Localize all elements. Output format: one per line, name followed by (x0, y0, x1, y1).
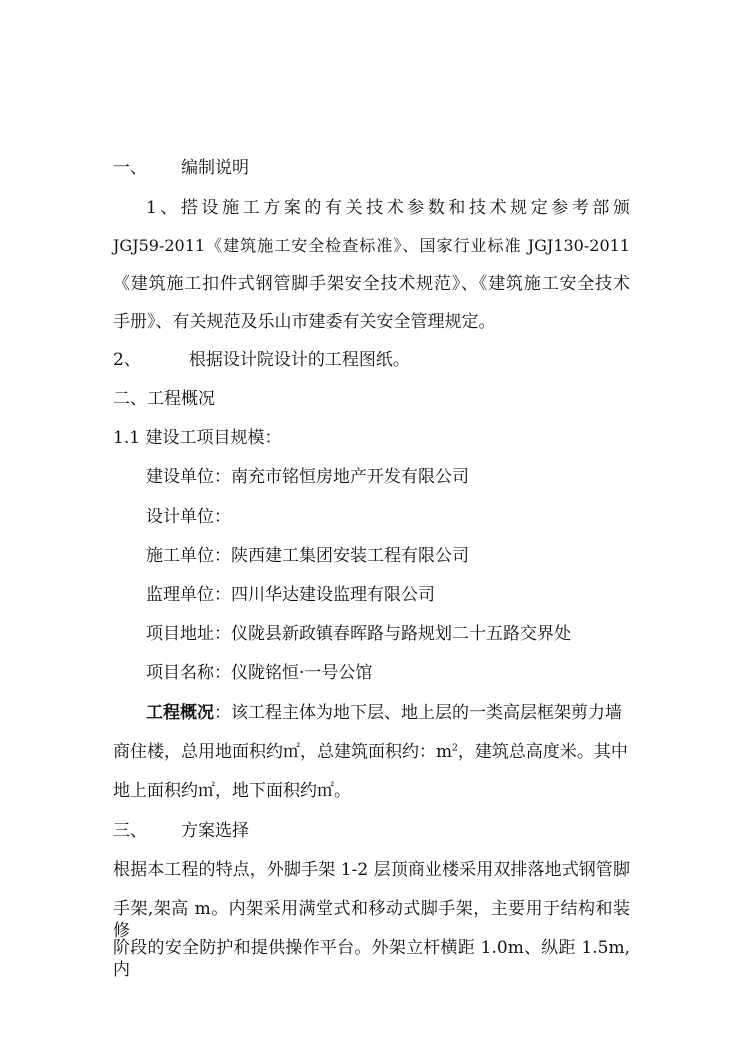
subsection-heading: 1.1 建设工项目规模： (113, 428, 282, 448)
field-label: 项目地址： (146, 624, 231, 644)
field-value: 陕西建工集团安装工程有限公司 (231, 546, 469, 566)
overview-text: 商住楼，总用地面积约㎡，总建筑面积约：m (113, 742, 453, 762)
paragraph-line: 根据本工程的特点，外脚手架 1-2 层顶商业楼采用双排落地式钢管脚 (113, 860, 630, 880)
section-title: 方案选择 (181, 821, 249, 841)
field-value: 仪陇铭恒·一号公馆 (231, 663, 373, 683)
section-number: 一、 (113, 158, 147, 178)
field-label: 设计单位： (146, 507, 231, 527)
overview-text: 地上面积约㎡，地下面积约㎡ (113, 781, 334, 801)
field-row (146, 623, 571, 645)
section-title: 编制说明 (181, 158, 249, 178)
paragraph-line: 1、搭设施工方案的有关技术参数和技术规定参考部颁 (146, 198, 630, 218)
field-row (146, 662, 372, 684)
paragraph-line: 阶段的安全防护和提供操作平台。外架立杆横距 1.0m、纵距 1.5m,内 (113, 938, 630, 980)
field-row (146, 584, 435, 606)
overview-text: 。 (334, 781, 351, 801)
item-text: 根据设计院设计的工程图纸。 (188, 350, 410, 370)
field-row (146, 506, 231, 528)
section-heading (113, 157, 249, 179)
field-label: 建设单位： (146, 467, 231, 487)
field-label: 施工单位： (146, 546, 231, 566)
paragraph-line: 《建筑施工扣件式钢管脚手架安全技术规范》、《建筑施工安全技术 (113, 274, 630, 294)
superscript: 2 (452, 743, 458, 754)
list-item (113, 349, 410, 371)
section-heading (113, 820, 249, 842)
section-heading: 二、工程概况 (113, 389, 215, 409)
field-value: 四川华达建设监理有限公司 (231, 585, 435, 605)
overview-line (113, 780, 351, 802)
paragraph-line: 手册》、有关规范及乐山市建委有关安全管理规定。 (113, 312, 496, 332)
field-value: 仪陇县新政镇春晖路与路规划二十五路交界处 (231, 624, 571, 644)
item-number: 2、 (113, 350, 141, 370)
overview-text: ：该工程主体为地下层、地上层的一类高层框架剪力墙 (214, 703, 622, 723)
field-row (146, 545, 469, 567)
field-label: 监理单位： (146, 585, 231, 605)
overview-line (146, 702, 622, 724)
overview-label: 工程概况 (146, 703, 214, 723)
section-number: 三、 (113, 821, 147, 841)
overview-line (113, 741, 628, 763)
overview-text: ，建筑总高度米。其中 (457, 742, 628, 762)
field-label: 项目名称： (146, 663, 231, 683)
field-value: 南充市铭恒房地产开发有限公司 (231, 467, 469, 487)
paragraph-line: 手架,架高 m。内架采用满堂式和移动式脚手架，主要用于结构和装修 (113, 899, 630, 941)
paragraph-line: JGJ59-2011《建筑施工安全检查标准》、国家行业标准 JGJ130-2011 (113, 236, 630, 255)
field-row (146, 466, 469, 488)
